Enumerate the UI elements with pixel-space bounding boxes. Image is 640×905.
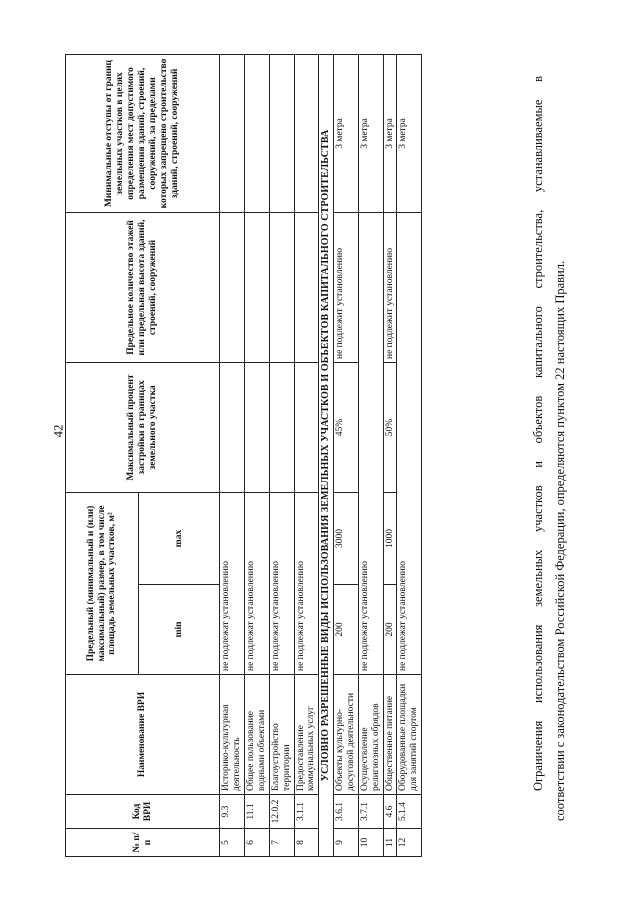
footnote-line-2: соответствии с законодательством Российской Федерации, определяются пунктом 22 настоящих Правил. [552, 260, 567, 821]
cell-code: 3.1.1 [294, 795, 319, 829]
cell-min: 200 [383, 585, 397, 675]
cell-name: Осуществление религиозных обрядов [358, 675, 383, 795]
cell-num: 12 [397, 829, 422, 857]
header-row-1 [66, 55, 139, 857]
cell-num: 7 [269, 829, 294, 857]
cell-code: 3.7.1 [358, 795, 383, 829]
header-floors: Предельное количество этажей или предельная высота зданий, строений, сооружений [66, 213, 220, 363]
cell-name: Оборудованные площадки для занятий спортом [397, 675, 422, 795]
cell-size: не подлежат установлению [220, 493, 245, 675]
footnote-line-1: Ограничения использования земельных участков и объектов капитального строительства, устанавливаемые в [531, 76, 545, 791]
footnote [528, 76, 572, 821]
cell-size: не подлежат установлению [294, 493, 319, 675]
cell-percent [244, 363, 269, 493]
cell-size: не подлежат установлению [358, 213, 383, 675]
cell-num: 11 [383, 829, 397, 857]
header-setback: Минимальные отступы от границ земельных участков в целях определения мест допустимого размещения зданий, строений, сооружений, за пределами которых запрещено строительство зданий, строений, сооружений [66, 55, 220, 213]
header-code: Код ВРИ [66, 795, 220, 829]
cell-name: Предоставление коммунальных услуг [294, 675, 319, 795]
cell-setback [244, 55, 269, 213]
cell-num: 10 [358, 829, 383, 857]
section-header-row [319, 55, 334, 857]
cell-floors [244, 213, 269, 363]
cell-size: не подлежат установлению [397, 213, 422, 675]
cell-name: Историко-культурная деятельность [220, 675, 245, 795]
cell-floors [294, 213, 319, 363]
header-percent: Максимальный процент застройки в границах земельного участка [66, 363, 220, 493]
cell-code: 9.3 [220, 795, 245, 829]
cell-num: 9 [333, 829, 358, 857]
cell-setback [269, 55, 294, 213]
table-row [397, 55, 422, 857]
cell-code: 12.0.2 [269, 795, 294, 829]
cell-max: 1000 [383, 493, 397, 585]
section-title: УСЛОВНО РАЗРЕШЕННЫЕ ВИДЫ ИСПОЛЬЗОВАНИЯ ЗЕМЕЛЬНЫХ УЧАСТКОВ И ОБЪЕКТОВ КАПИТАЛЬНОГО СТРОИТЕЛЬСТВА [319, 55, 334, 857]
cell-setback [220, 55, 245, 213]
cell-percent: 50% [383, 363, 397, 493]
cell-setback: 3 метра [397, 55, 422, 213]
cell-code: 5.1.4 [397, 795, 422, 829]
cell-percent [294, 363, 319, 493]
cell-num: 6 [244, 829, 269, 857]
cell-percent [269, 363, 294, 493]
cell-num: 8 [294, 829, 319, 857]
cell-floors: не подлежит установлению [383, 213, 397, 363]
cell-name: Объекты культурно-досуговой деятельности [333, 675, 358, 795]
header-num: № п/п [66, 829, 220, 857]
cell-num: 5 [220, 829, 245, 857]
cell-setback: 3 метра [383, 55, 397, 213]
cell-percent [220, 363, 245, 493]
table-row [294, 55, 319, 857]
table-row [269, 55, 294, 857]
table-row [383, 55, 397, 857]
cell-name: Общее пользование водными объектами [244, 675, 269, 795]
table-row [358, 55, 383, 857]
header-max: max [139, 493, 220, 585]
header-min: min [139, 585, 220, 675]
cell-setback: 3 метра [333, 55, 358, 213]
header-name: Наименование ВРИ [66, 675, 220, 795]
table-row [220, 55, 245, 857]
cell-name: Общественное питание [383, 675, 397, 795]
header-size-group: Предельный (минимальный и (или) максимальный) размер, в том числе площадь земельных участков, м² [66, 493, 139, 675]
cell-setback [294, 55, 319, 213]
cell-code: 3.6.1 [333, 795, 358, 829]
cell-floors [220, 213, 245, 363]
cell-floors: не подлежит установлению [333, 213, 358, 363]
regulations-table [65, 54, 422, 857]
cell-code: 11.1 [244, 795, 269, 829]
cell-size: не подлежат установлению [269, 493, 294, 675]
table-row [244, 55, 269, 857]
page-number: 42 [50, 424, 66, 438]
table-row [333, 55, 358, 857]
cell-name: Благоустройство территории [269, 675, 294, 795]
cell-floors [269, 213, 294, 363]
cell-code: 4.6 [383, 795, 397, 829]
cell-size: не подлежат установлению [244, 493, 269, 675]
cell-setback: 3 метра [358, 55, 383, 213]
cell-percent: 45% [333, 363, 358, 493]
cell-min: 200 [333, 585, 358, 675]
cell-max: 3000 [333, 493, 358, 585]
